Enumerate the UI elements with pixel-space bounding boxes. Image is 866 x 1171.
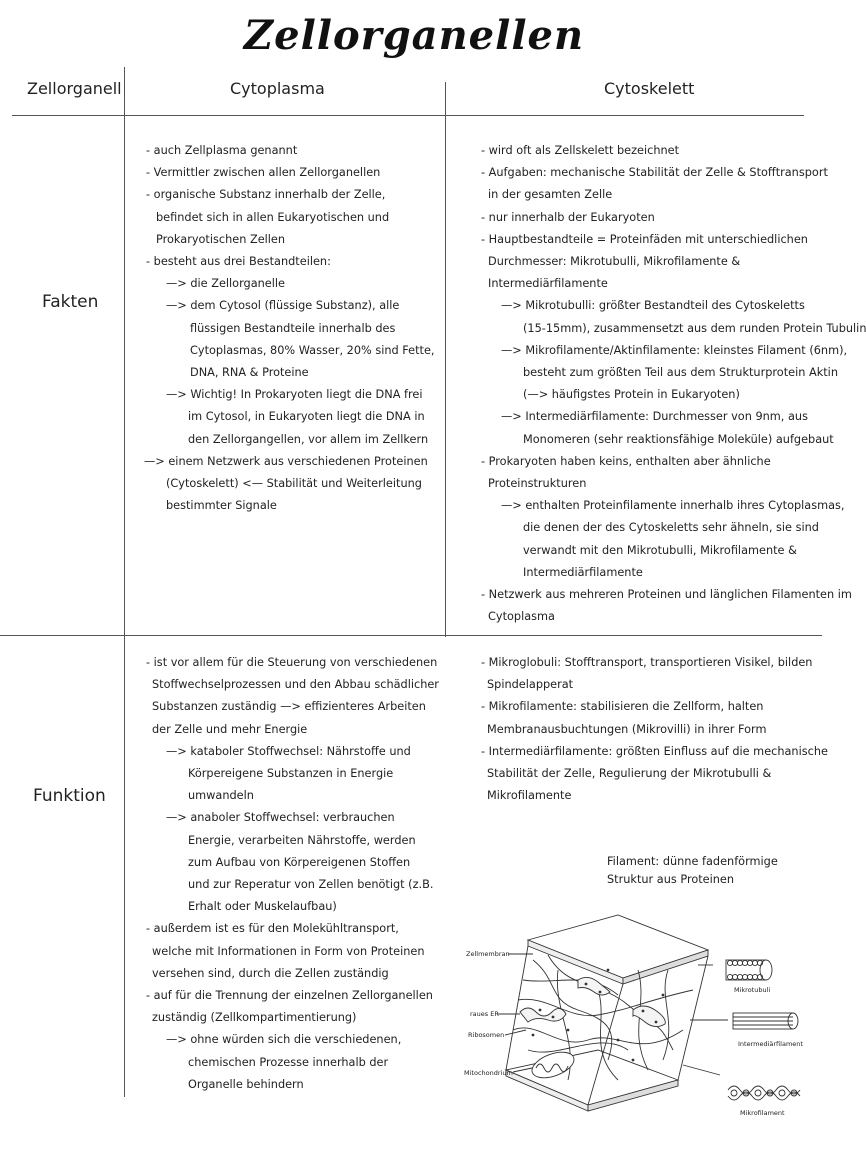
- text-line: Stabilität der Zelle, Regulierung der Mikrotubulli &: [487, 767, 772, 781]
- header-zellorganell: Zellorganell: [27, 79, 122, 98]
- microfilament-detail: [728, 1086, 800, 1100]
- rough-er: [520, 1008, 566, 1022]
- text-line: (—> häufigstes Protein in Eukaryoten): [523, 388, 740, 402]
- text-line: —> Wichtig! In Prokaryoten liegt die DNA frei: [166, 388, 423, 402]
- text-line: Spindelapperat: [487, 678, 574, 692]
- text-line: Monomeren (sehr reaktionsfähige Moleküle) aufgebaut: [523, 432, 834, 446]
- text-line: - besteht aus drei Bestandteilen:: [146, 255, 331, 269]
- microtubule-detail: [726, 960, 772, 980]
- text-line: in der gesamten Zelle: [488, 188, 613, 202]
- text-line: besteht zum größten Teil aus dem Strukturprotein Aktin: [523, 366, 838, 380]
- text-line: Filament: dünne fadenförmige: [607, 855, 778, 868]
- text-line: umwandeln: [188, 789, 254, 803]
- text-line: Erhalt oder Muskelaufbau): [188, 900, 337, 914]
- text-line: welche mit Informationen in Form von Proteinen: [152, 944, 425, 958]
- text-line: - Prokaryoten haben keins, enthalten aber ähnliche: [481, 454, 771, 468]
- text-line: - Vermittler zwischen allen Zellorganellen: [146, 166, 381, 180]
- text-line: —> Mikrofilamente/Aktinfilamente: kleinstes Filament (6nm),: [501, 343, 848, 357]
- text-line: —> enthalten Proteinfilamente innerhalb ihres Cytoplasmas,: [501, 499, 845, 513]
- text-line: zuständig (Zellkompartimentierung): [152, 1011, 357, 1025]
- text-line: Cytoplasma: [488, 610, 555, 624]
- header-divider: [12, 115, 804, 116]
- label-mikrofilament: Mikrofilament: [740, 1109, 785, 1117]
- text-line: versehen sind, durch die Zellen zuständig: [152, 966, 389, 980]
- text-line: - wird oft als Zellskelett bezeichnet: [481, 144, 680, 157]
- text-line: —> Intermediärfilamente: Durchmesser von 9nm, aus: [501, 410, 808, 424]
- text-line: - Mikrofilamente: stabilisieren die Zellform, halten: [481, 700, 764, 714]
- text-line: —> die Zellorganelle: [166, 277, 285, 291]
- text-line: Mikrofilamente: [487, 789, 572, 803]
- label-mikrotubuli: Mikrotubuli: [734, 986, 771, 994]
- text-line: —> kataboler Stoffwechsel: Nährstoffe und: [166, 744, 411, 758]
- text-line: - Netzwerk aus mehreren Proteinen und länglichen Filamenten im: [481, 588, 852, 602]
- label-zellmembran: Zellmembran: [466, 950, 510, 958]
- text-line: der Zelle und mehr Energie: [152, 722, 308, 736]
- text-line: Substanzen zuständig —> effizienteres Arbeiten: [152, 700, 426, 714]
- fakten-cytoplasma-cell: [146, 140, 435, 517]
- text-line: chemischen Prozesse innerhalb der: [188, 1055, 389, 1069]
- text-line: - Mikroglobuli: Stofftransport, transportieren Visikel, bilden: [481, 656, 813, 669]
- label-raues-er: raues ER: [470, 1010, 499, 1018]
- filament-definition: [607, 853, 778, 889]
- text-line: befindet sich in allen Eukaryotischen und: [156, 210, 390, 224]
- row-label-funktion: Funktion: [33, 786, 106, 806]
- text-line: Struktur aus Proteinen: [607, 873, 735, 886]
- text-line: - auf für die Trennung der einzelnen Zellorganellen: [146, 989, 433, 1003]
- text-line: die denen der des Cytoskeletts sehr ähneln, sie sind: [523, 521, 819, 535]
- text-line: Körpereigene Substanzen in Energie: [188, 767, 394, 781]
- text-line: —> einem Netzwerk aus verschiedenen Proteinen: [144, 454, 428, 468]
- row-label-fakten: Fakten: [42, 292, 99, 312]
- text-line: und zur Reperatur von Zellen benötigt (z.B.: [188, 878, 434, 892]
- text-line: (15-15mm), zusammensetzt aus dem runden Protein Tubulin: [523, 321, 866, 335]
- text-line: Membranausbuchtungen (Mikrovilli) in ihrer Form: [487, 722, 767, 736]
- text-line: - Aufgaben: mechanische Stabilität der Zelle & Stofftransport: [481, 166, 828, 180]
- cell-membrane-bottom: [506, 1050, 678, 1105]
- text-line: —> Mikrotubulli: größter Bestandteil des Cytoskeletts: [501, 299, 805, 313]
- text-line: (Cytoskelett) <— Stabilität und Weiterleitung: [166, 477, 422, 491]
- text-line: - ist vor allem für die Steuerung von verschiedenen: [146, 656, 438, 669]
- text-line: Stoffwechselprozessen und den Abbau schädlicher: [152, 678, 439, 692]
- label-intermediaerfilament: Intermediärfilament: [738, 1040, 803, 1048]
- text-line: Intermediärfilamente: [488, 277, 608, 291]
- text-line: - organische Substanz innerhalb der Zelle,: [146, 188, 386, 202]
- text-line: bestimmter Signale: [166, 499, 277, 513]
- text-line: - nur innerhalb der Eukaryoten: [481, 210, 655, 224]
- fakten-cytoskelett-cell: [481, 140, 866, 628]
- cell-membrane-top: [528, 915, 708, 978]
- label-ribosomen: Ribosomen: [468, 1031, 505, 1039]
- text-line: - Intermediärfilamente: größten Einfluss auf die mechanische: [481, 744, 828, 758]
- funktion-cytoplasma-cell: [146, 652, 439, 1096]
- text-line: - außerdem ist es für den Molekühltransport,: [146, 922, 399, 936]
- text-line: Intermediärfilamente: [523, 565, 643, 579]
- text-line: —> anaboler Stoffwechsel: verbrauchen: [166, 811, 395, 825]
- header-cytoplasma: Cytoplasma: [230, 79, 325, 98]
- intermediate-filament-detail: [733, 1013, 798, 1029]
- column-divider-1: [124, 67, 125, 1097]
- column-divider-2: [445, 82, 446, 637]
- text-line: —> dem Cytosol (flüssige Substanz), alle: [166, 299, 400, 313]
- page-title: Zellorganellen: [243, 12, 585, 59]
- text-line: Organelle behindern: [188, 1077, 304, 1091]
- text-line: Energie, verarbeiten Nährstoffe, werden: [188, 833, 416, 847]
- text-line: —> ohne würden sich die verschiedenen,: [166, 1033, 402, 1047]
- text-line: Proteinstrukturen: [488, 477, 587, 491]
- text-line: im Cytosol, in Eukaryoten liegt die DNA in: [188, 410, 425, 424]
- text-line: - Hauptbestandteile = Proteinfäden mit unterschiedlichen: [481, 232, 808, 246]
- text-line: flüssigen Bestandteile innerhalb des: [190, 321, 396, 335]
- header-cytoskelett: Cytoskelett: [604, 79, 695, 98]
- text-line: Prokaryotischen Zellen: [156, 232, 286, 246]
- text-line: Cytoplasmas, 80% Wasser, 20% sind Fette,: [190, 343, 435, 357]
- funktion-cytoskelett-cell: [481, 652, 828, 807]
- text-line: DNA, RNA & Proteine: [190, 366, 309, 380]
- label-mitochondrium: Mitochondrium: [464, 1069, 513, 1077]
- text-line: zum Aufbau von Körpereigenen Stoffen: [188, 855, 411, 869]
- text-line: den Zellorgangellen, vor allem im Zellkern: [188, 432, 429, 446]
- text-line: - auch Zellplasma genannt: [146, 144, 298, 157]
- cytoskeleton-diagram: [458, 910, 820, 1125]
- text-line: Durchmesser: Mikrotubulli, Mikrofilamente &: [488, 255, 741, 269]
- text-line: verwandt mit den Mikrotubulli, Mikrofilamente &: [523, 543, 797, 557]
